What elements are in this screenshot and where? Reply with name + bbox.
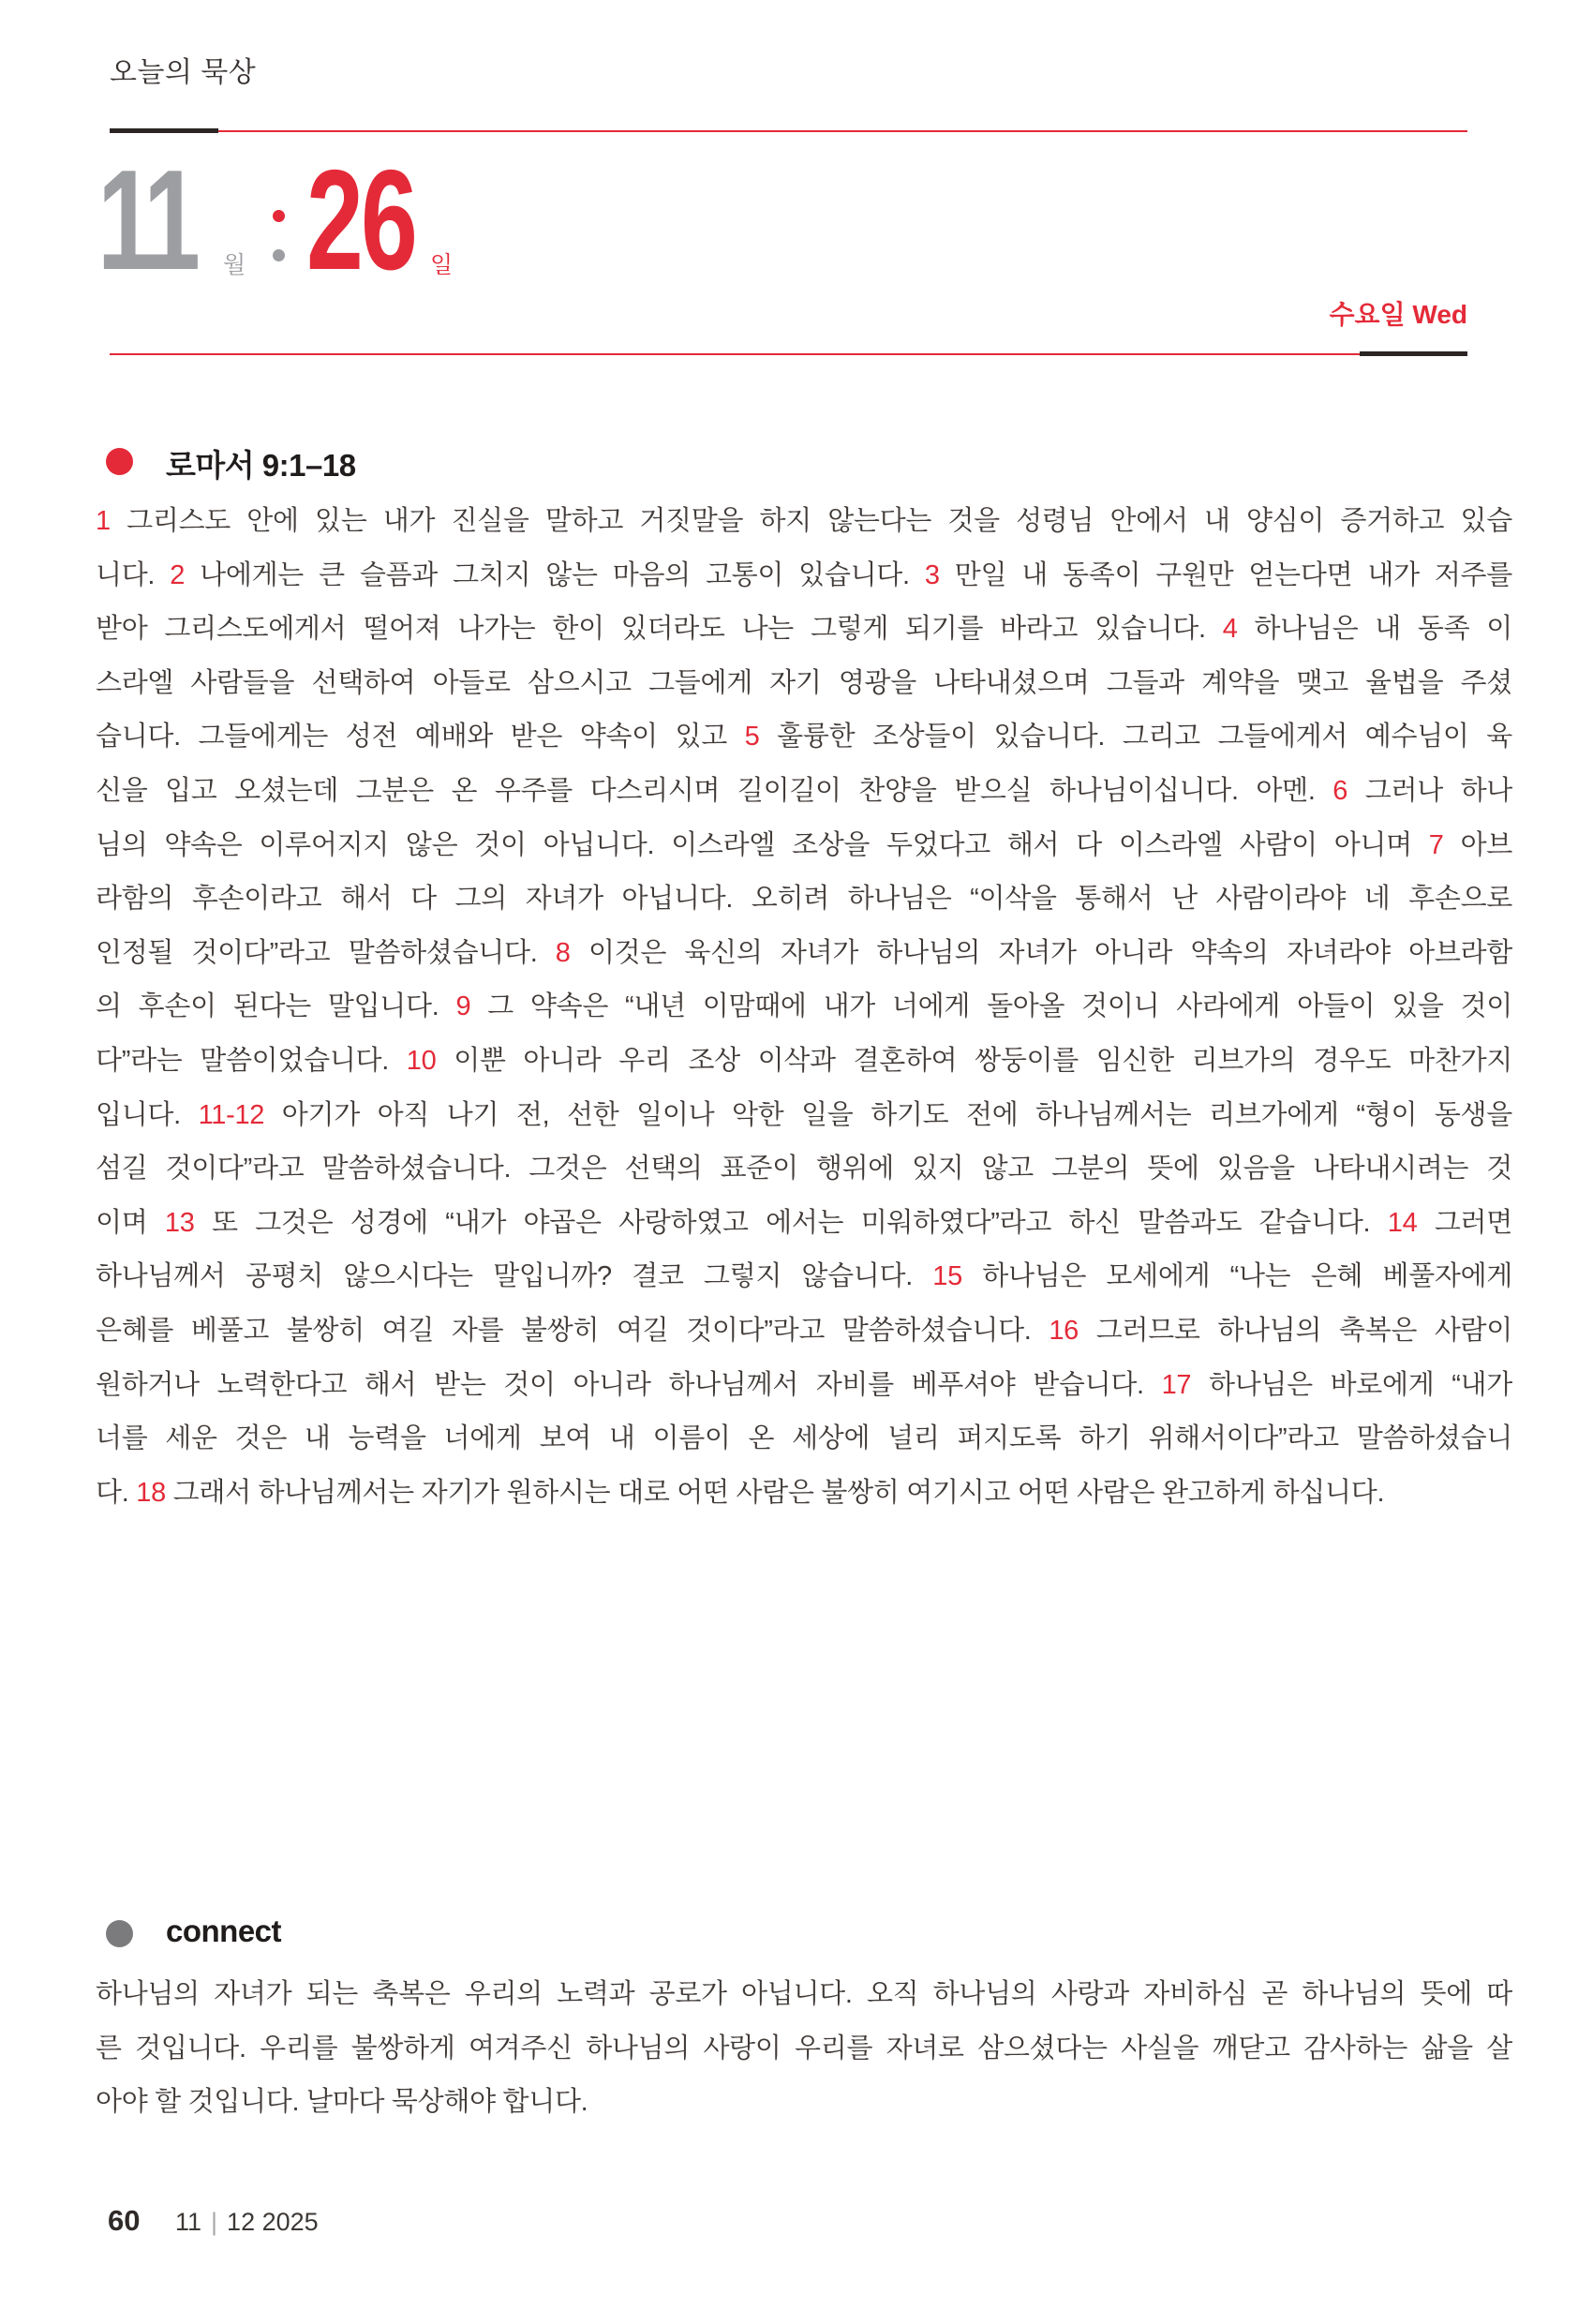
verse-number: 6 — [1332, 775, 1348, 806]
verse-text: 그래서 하나님께서는 자기가 원하시는 대로 어떤 사람은 불쌍히 여기시고 어떤 사람은 완고하게 하십니다. — [165, 1477, 1385, 1508]
verse-number: 3 — [924, 559, 940, 590]
verse-text: 훌륭한 조상들이 있습니다. 그리고 그들에게서 예수님이 육 — [759, 722, 1512, 752]
verse-text: 나에게는 큰 슬픔과 그치지 않는 마음의 고통이 있습니다. — [185, 559, 925, 590]
date-colon-dot-top — [273, 210, 285, 222]
text-line — [96, 710, 1512, 765]
connect-bullet-icon — [106, 1920, 133, 1947]
verse-number: 1 — [96, 506, 111, 536]
verse-number: 5 — [744, 722, 760, 752]
verse-text: 니다. — [96, 559, 171, 590]
text-line — [96, 1304, 1512, 1359]
text-line — [96, 927, 1512, 981]
scripture-bullet-icon — [106, 448, 133, 475]
text-line — [96, 1467, 1512, 1521]
verse-text: 하나님은 내 동족 이 — [1237, 614, 1512, 645]
second-divider-black-segment — [1360, 351, 1467, 356]
verse-text: 그 약속은 “내년 이맘때에 내가 너에게 돌아올 것이니 사라에게 아들이 있을 것이 — [470, 991, 1512, 1022]
top-divider-black-segment — [110, 128, 218, 133]
date-colon-dot-bottom — [273, 249, 285, 261]
verse-text: 이것은 육신의 자녀가 하나님의 자녀가 아니라 약속의 자녀라야 아브라함 — [570, 937, 1512, 968]
verse-number: 8 — [555, 937, 571, 968]
verse-number: 9 — [455, 991, 471, 1022]
text-line — [96, 765, 1512, 819]
verse-number: 18 — [136, 1477, 166, 1508]
verse-text: 원하거나 노력한다고 해서 받는 것이 아니라 하나님께서 자비를 베푸셔야 받습니다. — [96, 1369, 1162, 1400]
verse-text: 또 그것은 성경에 “내가 야곱은 사랑하였고 에서는 미워하였다”라고 하신 말씀과도 같습니다. — [194, 1207, 1388, 1238]
verse-number: 17 — [1161, 1369, 1192, 1400]
verse-text: 그러므로 하나님의 축복은 사람이 — [1078, 1315, 1512, 1346]
verse-text: 른 것입니다. 우리를 불쌍하게 여겨주신 하나님의 사랑이 우리를 자녀로 삼으셨다는 사실을 깨닫고 감사하는 삶을 살 — [96, 2033, 1512, 2063]
issue-separator: | — [211, 2208, 218, 2236]
text-line — [96, 657, 1512, 711]
verse-text: 너를 세운 것은 내 능력을 너에게 보여 내 이름이 온 세상에 널리 퍼지도록 하기 위해서이다”라고 말씀하셨습니 — [96, 1423, 1512, 1454]
verse-text: 인정될 것이다”라고 말씀하셨습니다. — [96, 937, 556, 968]
issue-label — [175, 2208, 319, 2237]
text-line — [96, 872, 1512, 927]
verse-text: 그리스도 안에 있는 내가 진실을 말하고 거짓말을 하지 않는다는 것을 성령님 안에서 내 양심이 증거하고 있습 — [110, 506, 1512, 536]
verse-text: 아기가 아직 나기 전, 선한 일이나 악한 일을 하기도 전에 하나님께서는 리브가에게 “형이 동생을 — [264, 1099, 1512, 1130]
verse-text: 그러면 — [1417, 1207, 1512, 1238]
text-line — [96, 1968, 1512, 2022]
verse-text: 섬길 것이다”라고 말씀하셨습니다. 그것은 선택의 표준이 행위에 있지 않고 그분의 뜻에 있음을 나타내시려는 것 — [96, 1154, 1512, 1184]
verse-text: 그러나 하나 — [1347, 775, 1512, 806]
top-divider-red-line — [218, 130, 1467, 132]
text-line — [96, 1412, 1512, 1467]
verse-number: 14 — [1387, 1207, 1418, 1238]
verse-number: 4 — [1222, 614, 1238, 645]
page-title: 오늘의 묵상 — [110, 57, 257, 88]
date-month-number: 11 — [97, 141, 196, 300]
page-number: 60 — [108, 2204, 141, 2237]
text-line — [96, 980, 1512, 1035]
scripture-reference: 로마서 9:1–18 — [166, 448, 356, 483]
verse-text: 입니다. — [96, 1099, 199, 1130]
verse-text: 습니다. 그들에게는 성전 예배와 받은 약속이 있고 — [96, 722, 745, 752]
verse-number: 16 — [1049, 1315, 1079, 1346]
date-day-number: 26 — [306, 141, 415, 300]
text-line — [96, 819, 1512, 873]
weekday-label: 수요일 Wed — [1329, 300, 1467, 329]
text-line — [96, 1089, 1512, 1143]
verse-number: 2 — [170, 559, 186, 590]
verse-number: 10 — [406, 1045, 437, 1076]
text-line — [96, 1035, 1512, 1089]
issue-month: 11 — [175, 2208, 202, 2236]
verse-text: 은혜를 베풀고 불쌍히 여길 자를 불쌍히 여길 것이다”라고 말씀하셨습니다. — [96, 1315, 1050, 1346]
verse-number: 7 — [1428, 829, 1444, 860]
text-line — [96, 549, 1512, 603]
text-line — [96, 2022, 1512, 2077]
verse-text: 하나님은 바로에게 “내가 — [1191, 1369, 1512, 1400]
verse-text: 스라엘 사람들을 선택하여 아들로 삼으시고 그들에게 자기 영광을 나타내셨으며 그들과 계약을 맺고 율법을 주셨 — [96, 667, 1512, 698]
verse-text: 님의 약속은 이루어지지 않은 것이 아닙니다. 이스라엘 조상을 두었다고 해서 다 이스라엘 사람이 아니며 — [96, 829, 1429, 860]
verse-text: 라함의 후손이라고 해서 다 그의 자녀가 아닙니다. 오히려 하나님은 “이삭을 통해서 난 사람이라야 네 후손으로 — [96, 884, 1512, 915]
verse-text: 만일 내 동족이 구원만 얻는다면 내가 저주를 — [939, 559, 1512, 590]
text-line — [96, 1359, 1512, 1413]
date-month-label: 월 — [223, 252, 246, 278]
date-day-label: 일 — [430, 252, 454, 278]
text-line — [96, 1197, 1512, 1251]
verse-text: 이며 — [96, 1207, 165, 1238]
verse-text: 하나님은 모세에게 “나는 은혜 베풀자에게 — [961, 1261, 1512, 1292]
verse-text: 받아 그리스도에게서 떨어져 나가는 한이 있더라도 나는 그렇게 되기를 바라고 있습니다. — [96, 614, 1223, 645]
connect-heading: connect — [166, 1914, 282, 1948]
text-line — [96, 1250, 1512, 1304]
verse-text: 하나님께서 공평치 않으시다는 말입니까? 결코 그렇지 않습니다. — [96, 1261, 933, 1292]
verse-number: 15 — [932, 1261, 962, 1292]
verse-text: 다”라는 말씀이었습니다. — [96, 1045, 407, 1076]
verse-text: 신을 입고 오셨는데 그분은 온 우주를 다스리시며 길이길이 찬양을 받으실 하나님이십니다. 아멘. — [96, 775, 1333, 806]
verse-text: 다. — [96, 1477, 137, 1508]
text-line — [96, 2076, 1512, 2130]
second-divider-red-line — [110, 353, 1360, 355]
verse-text: 의 후손이 된다는 말입니다. — [96, 991, 456, 1022]
verse-text: 아야 할 것입니다. 날마다 묵상해야 합니다. — [96, 2087, 588, 2118]
verse-text: 하나님의 자녀가 되는 축복은 우리의 노력과 공로가 아닙니다. 오직 하나님의 사랑과 자비하심 곧 하나님의 뜻에 따 — [96, 1979, 1512, 2009]
verse-number: 13 — [164, 1207, 195, 1238]
connect-commentary — [96, 1968, 1512, 2130]
verse-text: 아브 — [1443, 829, 1512, 860]
scripture-passage — [96, 495, 1512, 1520]
text-line — [96, 1142, 1512, 1197]
text-line — [96, 603, 1512, 657]
text-line — [96, 495, 1512, 549]
verse-text: 이뿐 아니라 우리 조상 이삭과 결혼하여 쌍둥이를 임신한 리브가의 경우도 마찬가지 — [436, 1045, 1512, 1076]
issue-rest: 12 2025 — [227, 2208, 319, 2236]
verse-number: 11-12 — [198, 1099, 265, 1130]
